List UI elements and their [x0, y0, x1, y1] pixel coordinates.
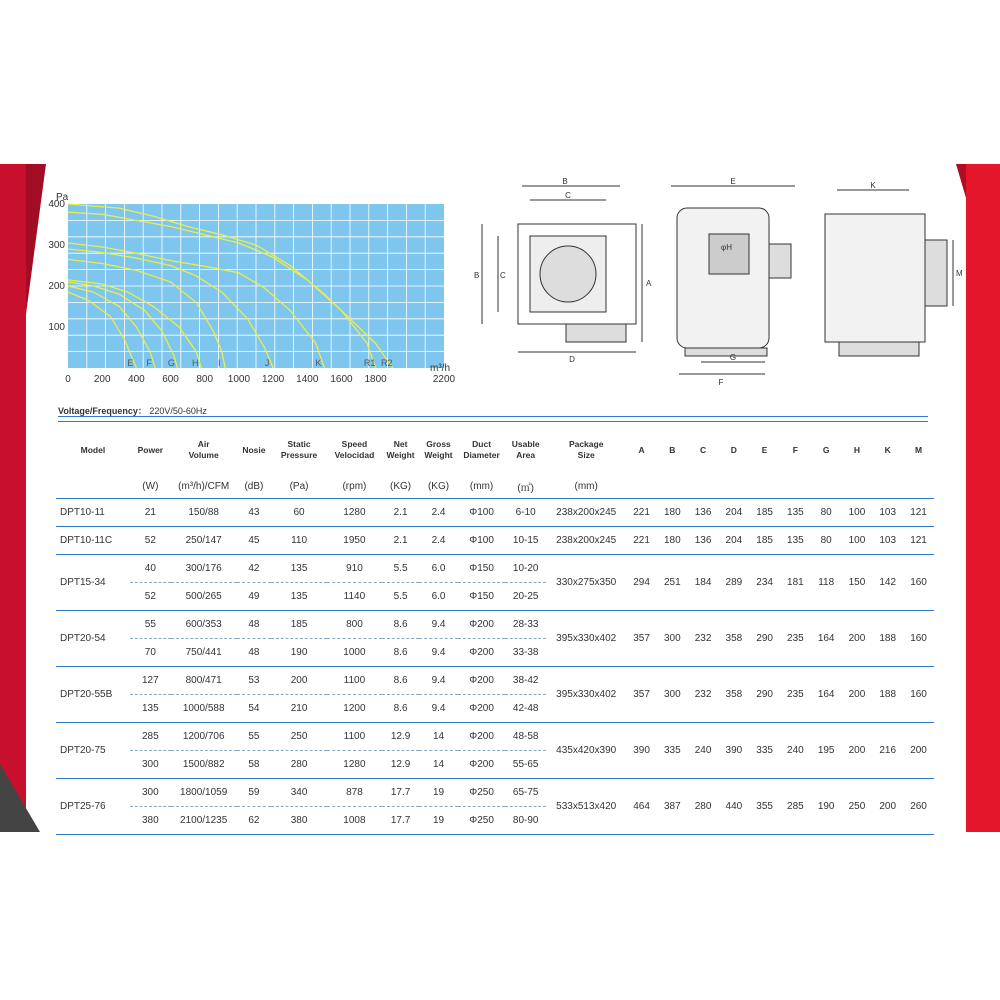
spec-cell: 48: [237, 611, 272, 639]
model-cell: DPT20-75: [56, 723, 130, 779]
dimension-cell: 80: [811, 527, 842, 555]
spec-cell: 750/441: [171, 639, 237, 667]
table-row: [56, 723, 934, 751]
spec-cell: Φ150: [458, 555, 505, 583]
spec-cell: 127: [130, 667, 171, 695]
column-header: F: [792, 444, 798, 455]
dimension-cell: 204: [718, 527, 749, 555]
package-size-cell: 238x200x245: [546, 527, 626, 555]
spec-cell: 19: [419, 807, 458, 835]
red-side-band-left: [0, 164, 26, 832]
unit-cell: (m³/h)/CFM: [171, 474, 237, 499]
header-row: [56, 426, 934, 474]
spec-cell: 1280: [327, 499, 382, 527]
spec-cell: 42: [237, 555, 272, 583]
spec-cell: 42-48: [505, 695, 546, 723]
spec-cell: 380: [130, 807, 171, 835]
spec-cell: 8.6: [382, 639, 419, 667]
dim-label-g: G: [729, 353, 737, 362]
dimension-cell: 232: [688, 611, 719, 667]
model-cell: DPT10-11: [56, 499, 130, 527]
curve-label: R1: [363, 358, 376, 368]
dimension-cell: 160: [903, 611, 934, 667]
unit-cell: (W): [130, 474, 171, 499]
unit-cell: (dB): [237, 474, 272, 499]
spec-cell: 1140: [327, 583, 382, 611]
spec-cell: 878: [327, 779, 382, 807]
dimension-cell: 280: [688, 779, 719, 835]
package-size-cell: 533x513x420: [546, 779, 626, 835]
spec-cell: 20-25: [505, 583, 546, 611]
dimension-cell: 150: [842, 555, 873, 611]
dimension-cell: 335: [749, 723, 780, 779]
package-size-cell: 330x275x350: [546, 555, 626, 611]
dimension-cell: 136: [688, 527, 719, 555]
dimension-cell: 103: [872, 499, 903, 527]
spec-cell: 135: [271, 583, 326, 611]
spec-cell: 40: [130, 555, 171, 583]
dimension-cell: 195: [811, 723, 842, 779]
dimension-cell: 188: [872, 667, 903, 723]
spec-cell: 1280: [327, 751, 382, 779]
dimension-cell: 185: [749, 499, 780, 527]
spec-cell: 12.9: [382, 751, 419, 779]
unit-cell: (Pa): [271, 474, 326, 499]
voltage-value: 220V/50-60Hz: [149, 406, 207, 416]
dimension-cell: 250: [842, 779, 873, 835]
unit-cell: [718, 474, 749, 499]
dim-label-c-top: C: [565, 191, 571, 200]
spec-cell: Φ150: [458, 583, 505, 611]
spec-cell: 9.4: [419, 667, 458, 695]
dimension-cell: 190: [811, 779, 842, 835]
dimension-cell: 121: [903, 527, 934, 555]
spec-cell: 210: [271, 695, 326, 723]
spec-cell: 1100: [327, 723, 382, 751]
column-header: Gross Weight: [424, 439, 453, 460]
dimension-cell: 185: [749, 527, 780, 555]
spec-cell: 60: [271, 499, 326, 527]
dimension-cell: 118: [811, 555, 842, 611]
spec-cell: 49: [237, 583, 272, 611]
dim-label-d: D: [569, 355, 575, 364]
dimension-cell: 121: [903, 499, 934, 527]
spec-cell: 380: [271, 807, 326, 835]
dimension-cell: 135: [780, 499, 811, 527]
spec-cell: 250: [271, 723, 326, 751]
unit-cell: [780, 474, 811, 499]
dimension-cell: 180: [657, 527, 688, 555]
dimension-cell: 184: [688, 555, 719, 611]
spec-cell: 9.4: [419, 611, 458, 639]
voltage-label: Voltage/Frequency：: [58, 406, 147, 416]
dimension-cell: 200: [903, 723, 934, 779]
dimension-cell: 234: [749, 555, 780, 611]
spec-cell: 2.4: [419, 527, 458, 555]
spec-cell: 280: [271, 751, 326, 779]
front-view-drawing: [470, 174, 660, 364]
spec-cell: Φ200: [458, 723, 505, 751]
dimension-cell: 160: [903, 667, 934, 723]
package-size-cell: 238x200x245: [546, 499, 626, 527]
spec-cell: 135: [271, 555, 326, 583]
spec-cell: 340: [271, 779, 326, 807]
spec-cell: 6.0: [419, 555, 458, 583]
package-size-cell: 435x420x390: [546, 723, 626, 779]
dimension-cell: 200: [842, 611, 873, 667]
spec-cell: 21: [130, 499, 171, 527]
spec-cell: 1800/1059: [171, 779, 237, 807]
unit-cell: [811, 474, 842, 499]
spec-cell: 185: [271, 611, 326, 639]
spec-cell: Φ100: [458, 499, 505, 527]
spec-cell: 110: [271, 527, 326, 555]
spec-cell: 600/353: [171, 611, 237, 639]
dimension-cell: 164: [811, 611, 842, 667]
chart-xlabel: m³/h: [430, 363, 450, 374]
spec-cell: 285: [130, 723, 171, 751]
spec-cell: 1000: [327, 639, 382, 667]
spec-cell: 190: [271, 639, 326, 667]
spec-cell: Φ250: [458, 807, 505, 835]
table-row: [56, 611, 934, 639]
spec-cell: 200: [271, 667, 326, 695]
y-tick-label: 300: [48, 240, 65, 251]
column-header: Package Size: [568, 439, 604, 460]
dimension-cell: 160: [903, 555, 934, 611]
column-header: Power: [137, 444, 164, 455]
dimension-cell: 290: [749, 667, 780, 723]
spec-cell: 48-58: [505, 723, 546, 751]
dimension-cell: 100: [842, 499, 873, 527]
column-header: G: [822, 444, 830, 455]
dimension-cell: 358: [718, 667, 749, 723]
spec-cell: 52: [130, 527, 171, 555]
dimension-cell: 216: [872, 723, 903, 779]
spec-cell: 1200: [327, 695, 382, 723]
spec-cell: 8.6: [382, 611, 419, 639]
spec-cell: 55: [237, 723, 272, 751]
dim-label-m: M: [956, 269, 963, 278]
column-header: C: [700, 444, 707, 455]
curve-label: R2: [380, 358, 393, 368]
spec-cell: 14: [419, 723, 458, 751]
column-header: Usable Area: [511, 439, 540, 460]
dimension-cell: 200: [842, 723, 873, 779]
spec-cell: 5.5: [382, 583, 419, 611]
column-header: Net Weight: [386, 439, 415, 460]
spec-cell: 1000/588: [171, 695, 237, 723]
unit-cell: [842, 474, 873, 499]
side-view-drawing: [665, 174, 815, 389]
column-header: A: [638, 444, 645, 455]
dimension-cell: 221: [626, 499, 657, 527]
spec-cell: 54: [237, 695, 272, 723]
dim-label-c-side: C: [500, 271, 506, 280]
spec-cell: Φ200: [458, 611, 505, 639]
dimension-cell: 188: [872, 611, 903, 667]
spec-cell: 62: [237, 807, 272, 835]
divider: [58, 421, 928, 422]
curve-label: H: [192, 358, 199, 368]
spec-cell: 6-10: [505, 499, 546, 527]
chart-ylabel: Pa: [56, 192, 69, 203]
column-header: Model: [80, 444, 106, 455]
table-row: [56, 667, 934, 695]
dimension-cell: 300: [657, 667, 688, 723]
spec-cell: 10-15: [505, 527, 546, 555]
dimension-cell: 285: [780, 779, 811, 835]
spec-cell: 10-20: [505, 555, 546, 583]
dimension-cell: 335: [657, 723, 688, 779]
dimension-cell: 100: [842, 527, 873, 555]
dimension-cell: 290: [749, 611, 780, 667]
dimension-cell: 164: [811, 667, 842, 723]
dim-label-phi-h: φH: [721, 243, 732, 252]
dimension-cell: 251: [657, 555, 688, 611]
dim-label-b-top: B: [562, 177, 568, 186]
dimension-cell: 136: [688, 499, 719, 527]
spec-cell: 500/265: [171, 583, 237, 611]
dimension-cell: 200: [842, 667, 873, 723]
unit-cell: [626, 474, 657, 499]
spec-cell: 300/176: [171, 555, 237, 583]
table-row: [56, 527, 934, 555]
curve-label: J: [264, 358, 270, 368]
dim-label-e: E: [730, 177, 736, 186]
spec-cell: 38-42: [505, 667, 546, 695]
grey-corner-left: [0, 764, 40, 832]
spec-cell: Φ200: [458, 639, 505, 667]
spec-cell: 8.6: [382, 667, 419, 695]
dimension-cell: 80: [811, 499, 842, 527]
dimension-cell: 390: [626, 723, 657, 779]
dimension-cell: 103: [872, 527, 903, 555]
table-row: [56, 499, 934, 527]
x-tick-label: 600: [162, 374, 179, 385]
spec-cell: 2100/1235: [171, 807, 237, 835]
x-tick-label: 1800: [364, 374, 387, 385]
spec-cell: 45: [237, 527, 272, 555]
dimension-cell: 357: [626, 667, 657, 723]
x-tick-label: 1200: [261, 374, 285, 385]
spec-cell: 55-65: [505, 751, 546, 779]
table-row: [56, 555, 934, 583]
package-size-cell: 395x330x402: [546, 611, 626, 667]
spec-cell: 70: [130, 639, 171, 667]
dimension-cell: 390: [718, 723, 749, 779]
spec-cell: 800: [327, 611, 382, 639]
divider: [58, 416, 928, 417]
performance-chart: [40, 174, 456, 399]
spec-cell: 58: [237, 751, 272, 779]
dimension-cell: 358: [718, 611, 749, 667]
column-header: M: [914, 444, 923, 455]
spec-cell: 1100: [327, 667, 382, 695]
unit-cell: (KG): [419, 474, 458, 499]
package-size-cell: 395x330x402: [546, 667, 626, 723]
column-header: Speed Velocidad: [334, 439, 375, 460]
spec-cell: 80-90: [505, 807, 546, 835]
spec-cell: 5.5: [382, 555, 419, 583]
spec-cell: 2.4: [419, 499, 458, 527]
spec-cell: 55: [130, 611, 171, 639]
spec-cell: 53: [237, 667, 272, 695]
spec-cell: 19: [419, 779, 458, 807]
spec-cell: 6.0: [419, 583, 458, 611]
curve-label: E: [127, 358, 134, 368]
unit-cell: [688, 474, 719, 499]
spec-cell: 14: [419, 751, 458, 779]
unit-cell: (rpm): [327, 474, 382, 499]
spec-cell: 1200/706: [171, 723, 237, 751]
spec-table: [56, 426, 934, 835]
spec-cell: Φ200: [458, 751, 505, 779]
units-row: [56, 474, 934, 499]
dimension-cell: 355: [749, 779, 780, 835]
spec-cell: 17.7: [382, 807, 419, 835]
dimension-cell: 204: [718, 499, 749, 527]
model-cell: DPT20-55B: [56, 667, 130, 723]
dimension-cell: 260: [903, 779, 934, 835]
dimension-cell: 232: [688, 667, 719, 723]
dimension-cell: 294: [626, 555, 657, 611]
spec-cell: 1950: [327, 527, 382, 555]
dimension-cell: 240: [688, 723, 719, 779]
curve-label: F: [146, 358, 152, 368]
dimension-cell: 387: [657, 779, 688, 835]
spec-cell: 250/147: [171, 527, 237, 555]
dimension-cell: 142: [872, 555, 903, 611]
x-tick-label: 200: [93, 374, 111, 385]
unit-cell: [657, 474, 688, 499]
model-cell: DPT15-34: [56, 555, 130, 611]
x-tick-label: 2200: [432, 374, 456, 385]
dimension-cell: 135: [780, 527, 811, 555]
y-tick-label: 200: [48, 281, 65, 292]
column-header: K: [884, 444, 891, 455]
x-tick-label: 400: [128, 374, 145, 385]
spec-cell: Φ200: [458, 667, 505, 695]
spec-cell: 43: [237, 499, 272, 527]
spec-cell: 9.4: [419, 639, 458, 667]
dimension-cell: 235: [780, 611, 811, 667]
spec-cell: 48: [237, 639, 272, 667]
spec-cell: 12.9: [382, 723, 419, 751]
spec-cell: Φ250: [458, 779, 505, 807]
spec-cell: 2.1: [382, 527, 419, 555]
dimension-cell: 240: [780, 723, 811, 779]
dimension-cell: 235: [780, 667, 811, 723]
spec-cell: 2.1: [382, 499, 419, 527]
dimension-cell: 200: [872, 779, 903, 835]
model-cell: DPT20-54: [56, 611, 130, 667]
unit-cell: (㎡): [505, 474, 546, 499]
spec-cell: 33-38: [505, 639, 546, 667]
unit-cell: [56, 474, 130, 499]
spec-cell: 300: [130, 751, 171, 779]
spec-cell: 910: [327, 555, 382, 583]
x-tick-label: 1600: [330, 374, 353, 385]
spec-cell: 59: [237, 779, 272, 807]
dim-label-f: F: [718, 378, 724, 387]
dimension-cell: 357: [626, 611, 657, 667]
spec-cell: 28-33: [505, 611, 546, 639]
unit-cell: (KG): [382, 474, 419, 499]
model-cell: DPT10-11C: [56, 527, 130, 555]
spec-cell: 800/471: [171, 667, 237, 695]
dimension-cell: 289: [718, 555, 749, 611]
curve-label: G: [167, 358, 175, 368]
dimension-cell: 181: [780, 555, 811, 611]
end-view-drawing: [815, 174, 965, 374]
dimension-cell: 464: [626, 779, 657, 835]
x-tick-label: 1400: [296, 374, 319, 385]
y-tick-label: 400: [48, 199, 65, 210]
spec-cell: 17.7: [382, 779, 419, 807]
x-tick-label: 0: [65, 374, 71, 385]
unit-cell: [749, 474, 780, 499]
dim-label-k: K: [870, 181, 876, 190]
dim-label-b-side: B: [474, 271, 480, 280]
column-header: Air Volume: [188, 439, 219, 460]
spec-cell: 1008: [327, 807, 382, 835]
unit-cell: (mm): [546, 474, 626, 499]
column-header: Duct Diameter: [463, 439, 500, 460]
spec-cell: 9.4: [419, 695, 458, 723]
unit-cell: [903, 474, 934, 499]
column-header: Static Pressure: [280, 439, 318, 460]
spec-cell: Φ200: [458, 695, 505, 723]
spec-cell: 135: [130, 695, 171, 723]
red-side-band-right: [966, 164, 1000, 832]
y-tick-label: 100: [48, 322, 65, 333]
spec-cell: 300: [130, 779, 171, 807]
column-header: Nosie: [242, 444, 266, 455]
spec-cell: 65-75: [505, 779, 546, 807]
model-cell: DPT25-76: [56, 779, 130, 835]
spec-sheet: [0, 164, 1000, 832]
column-header: B: [669, 444, 676, 455]
column-header: H: [853, 444, 860, 455]
curve-label: K: [315, 358, 322, 368]
dimension-cell: 300: [657, 611, 688, 667]
table-row: [56, 779, 934, 807]
dimension-cell: 221: [626, 527, 657, 555]
x-tick-label: 1000: [227, 374, 251, 385]
spec-cell: 1500/882: [171, 751, 237, 779]
dimension-cell: 180: [657, 499, 688, 527]
x-tick-label: 800: [196, 374, 214, 385]
spec-cell: 8.6: [382, 695, 419, 723]
curve-label: I: [217, 358, 221, 368]
unit-cell: [872, 474, 903, 499]
dimension-cell: 440: [718, 779, 749, 835]
spec-cell: 52: [130, 583, 171, 611]
column-header: E: [761, 444, 768, 455]
spec-cell: Φ100: [458, 527, 505, 555]
spec-cell: 150/88: [171, 499, 237, 527]
unit-cell: (mm): [458, 474, 505, 499]
chart-grid: [68, 204, 444, 368]
column-header: D: [730, 444, 737, 455]
dim-label-a: A: [646, 279, 652, 288]
